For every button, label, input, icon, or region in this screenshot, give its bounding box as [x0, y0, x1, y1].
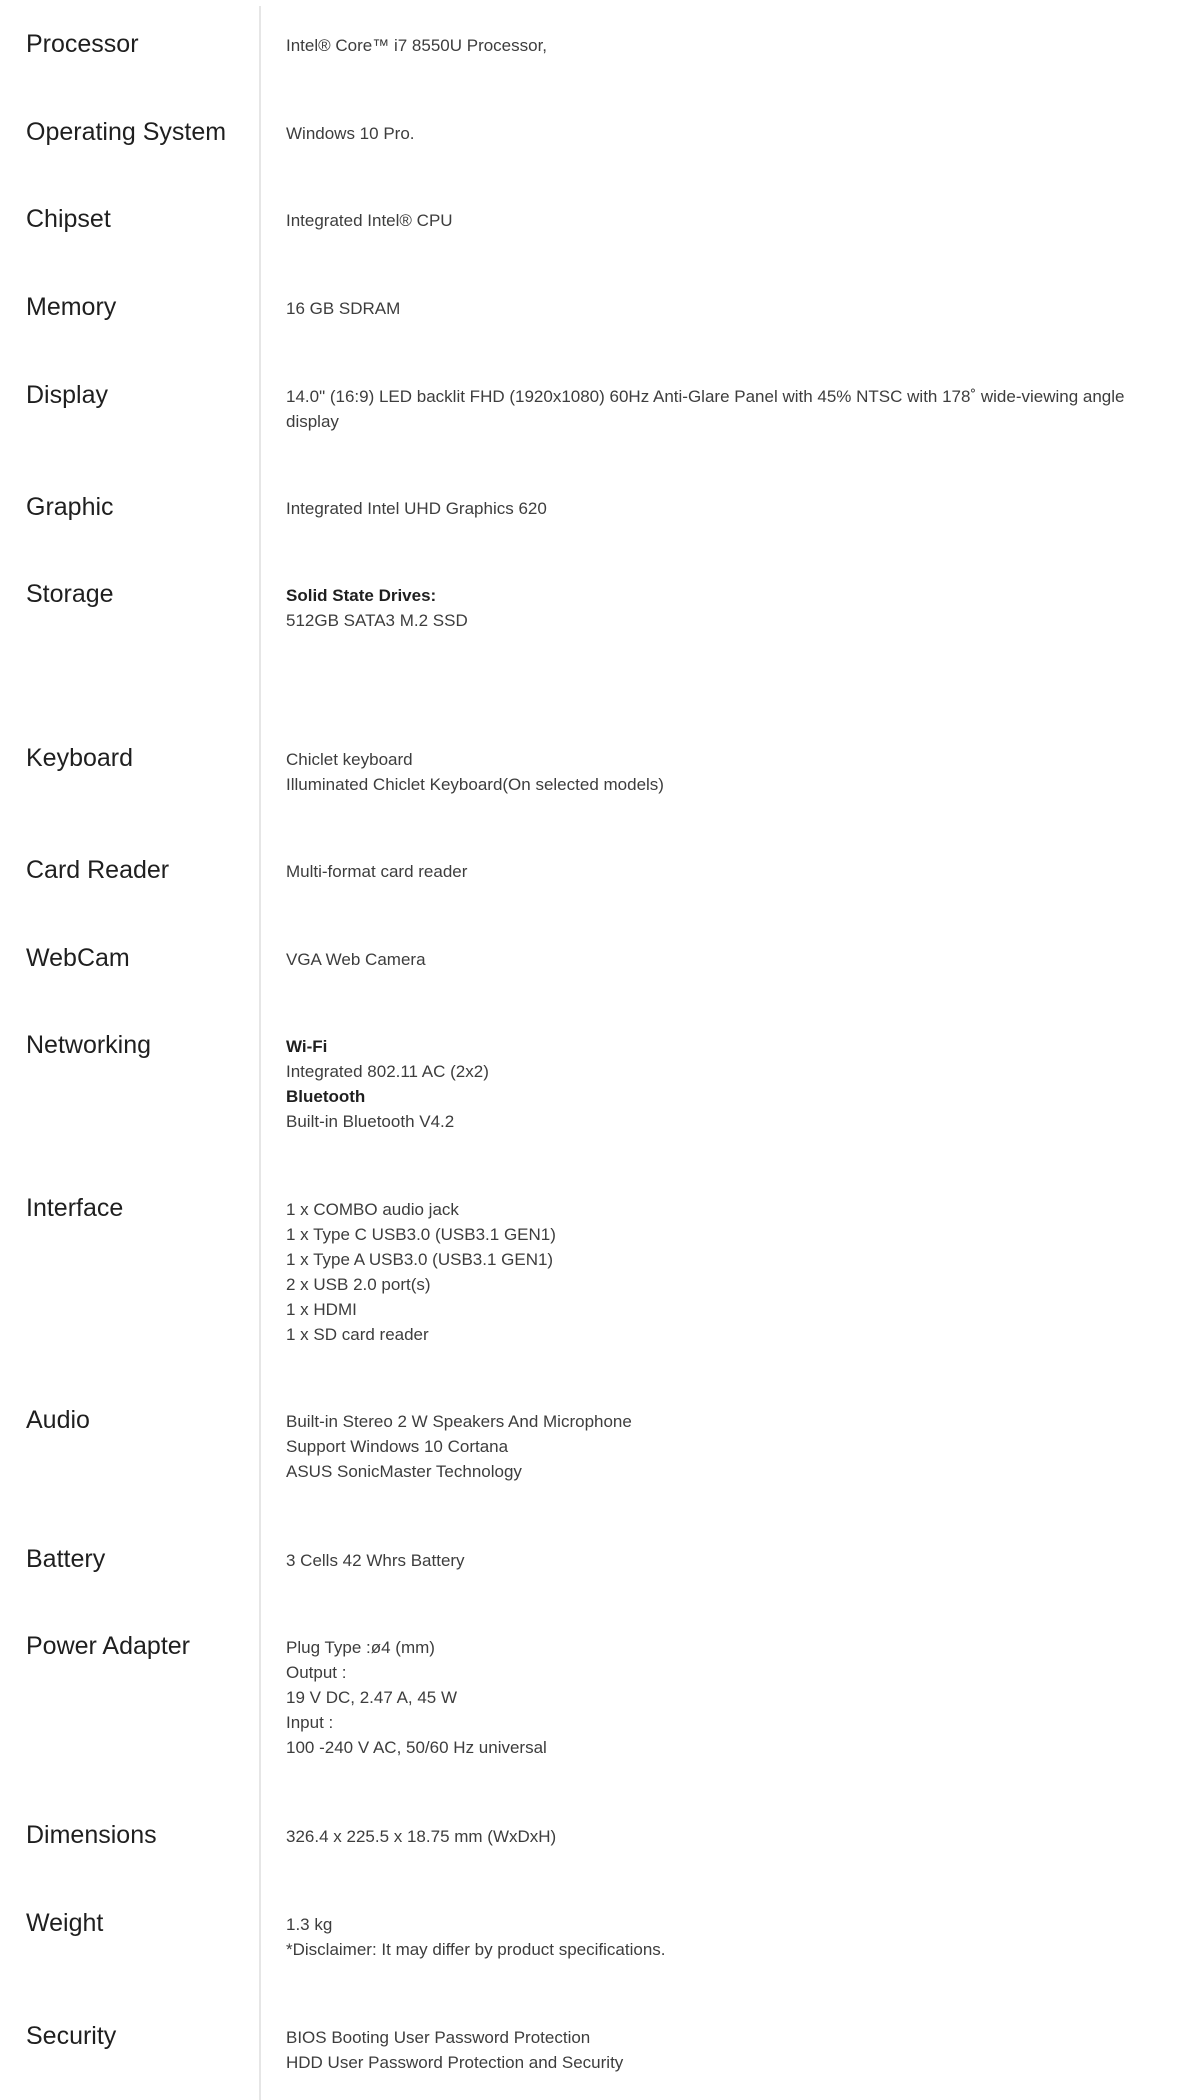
spec-value-line: Illuminated Chiclet Keyboard(On selected models) — [286, 775, 664, 794]
spec-value-line: 19 V DC, 2.47 A, 45 W — [286, 1688, 458, 1707]
spec-value — [286, 1409, 1146, 1484]
spec-label: Chipset — [26, 205, 111, 233]
spec-value-line: HDD User Password Protection and Security — [286, 2053, 624, 2072]
spec-value — [286, 496, 1146, 521]
spec-value — [286, 2025, 1146, 2075]
spec-subheading: Bluetooth — [286, 1087, 366, 1106]
spec-label: Display — [26, 381, 108, 409]
spec-value-line: Intel® Core™ i7 8550U Processor, — [286, 36, 548, 55]
spec-value-line: VGA Web Camera — [286, 950, 426, 969]
column-divider — [259, 6, 261, 2100]
spec-value — [286, 1548, 1146, 1573]
spec-value-line: Integrated Intel® CPU — [286, 211, 453, 230]
spec-label: Operating System — [26, 118, 227, 146]
spec-value-line: 2 x USB 2.0 port(s) — [286, 1275, 431, 1294]
spec-value — [286, 747, 1146, 797]
spec-value-line: 3 Cells 42 Whrs Battery — [286, 1551, 465, 1570]
spec-value-line: ASUS SonicMaster Technology — [286, 1462, 522, 1481]
spec-value — [286, 1912, 1146, 1962]
spec-label: Card Reader — [26, 856, 170, 884]
spec-value-line: 512GB SATA3 M.2 SSD — [286, 611, 468, 630]
spec-value-line: *Disclaimer: It may differ by product specifications. — [286, 1940, 666, 1959]
spec-label: Interface — [26, 1194, 124, 1222]
spec-value-line: 1 x COMBO audio jack — [286, 1200, 459, 1219]
spec-value — [286, 296, 1146, 321]
spec-value — [286, 1034, 1146, 1134]
spec-value-line: 1 x Type C USB3.0 (USB3.1 GEN1) — [286, 1225, 556, 1244]
spec-subheading: Wi-Fi — [286, 1037, 328, 1056]
spec-value-line: Built-in Stereo 2 W Speakers And Microphone — [286, 1412, 632, 1431]
spec-value — [286, 121, 1146, 146]
spec-label: Graphic — [26, 493, 114, 521]
spec-label: WebCam — [26, 944, 130, 972]
spec-label: Processor — [26, 30, 139, 58]
spec-value-line: 1 x SD card reader — [286, 1325, 429, 1344]
spec-value-line: BIOS Booting User Password Protection — [286, 2028, 591, 2047]
spec-value-line: 326.4 x 225.5 x 18.75 mm (WxDxH) — [286, 1827, 557, 1846]
spec-value — [286, 1197, 1146, 1347]
spec-label: Networking — [26, 1031, 152, 1059]
spec-value — [286, 583, 1146, 633]
spec-value-line: Output : — [286, 1663, 347, 1682]
spec-label: Security — [26, 2022, 117, 2050]
spec-value — [286, 947, 1146, 972]
spec-value — [286, 859, 1146, 884]
spec-value-line: Support Windows 10 Cortana — [286, 1437, 509, 1456]
spec-label: Battery — [26, 1545, 106, 1573]
spec-value-line: 1 x Type A USB3.0 (USB3.1 GEN1) — [286, 1250, 554, 1269]
spec-value-line: Chiclet keyboard — [286, 750, 413, 769]
spec-value — [286, 384, 1146, 434]
spec-label: Dimensions — [26, 1821, 157, 1849]
spec-value-line: Built-in Bluetooth V4.2 — [286, 1112, 455, 1131]
spec-value-line: 14.0" (16:9) LED backlit FHD (1920x1080) 60Hz Anti-Glare Panel with 45% NTSC with 178˚ wide-viewing angle display — [286, 387, 1125, 431]
spec-value — [286, 1824, 1146, 1849]
spec-value-line: Windows 10 Pro. — [286, 124, 415, 143]
spec-value — [286, 33, 1146, 58]
spec-label: Audio — [26, 1406, 90, 1434]
spec-value — [286, 1635, 1146, 1760]
spec-value — [286, 208, 1146, 233]
spec-value-line: Multi-format card reader — [286, 862, 468, 881]
spec-value-line: Input : — [286, 1713, 334, 1732]
spec-value-line: Plug Type :ø4 (mm) — [286, 1638, 435, 1657]
spec-label: Memory — [26, 293, 117, 321]
spec-label: Weight — [26, 1909, 104, 1937]
spec-label: Power Adapter — [26, 1632, 190, 1660]
spec-value-line: 100 -240 V AC, 50/60 Hz universal — [286, 1738, 547, 1757]
spec-value-line: 16 GB SDRAM — [286, 299, 401, 318]
spec-label: Keyboard — [26, 744, 134, 772]
spec-value-line: Integrated Intel UHD Graphics 620 — [286, 499, 547, 518]
spec-value-line: Integrated 802.11 AC (2x2) — [286, 1062, 489, 1081]
spec-value-line: 1 x HDMI — [286, 1300, 357, 1319]
spec-value-line: 1.3 kg — [286, 1915, 333, 1934]
spec-subheading: Solid State Drives: — [286, 586, 437, 605]
spec-label: Storage — [26, 580, 114, 608]
